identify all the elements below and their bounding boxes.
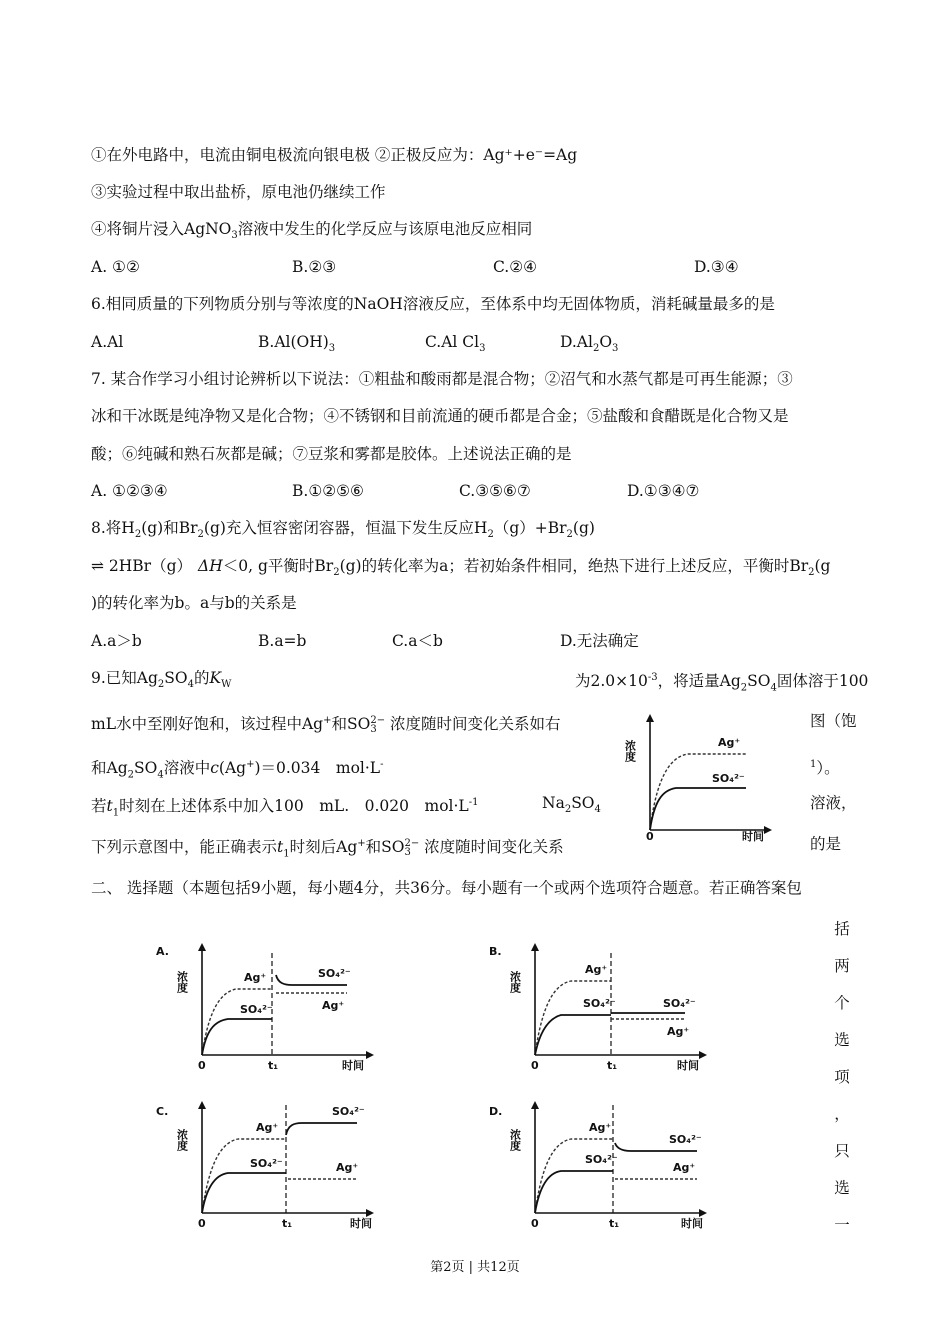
t1-label: t₁ [607,1059,618,1072]
q5-option-c: C.②④ [493,258,538,276]
q8-stem-line1: 8.将$H_2(g)$和$Br_2(g)$充入恒容密闭容器，恒温下发生反应$H_2(g)+Br_2(g)$ [91,519,595,541]
vertical-char-7: 只 [834,1142,850,1160]
y-arrow-icon [531,943,539,951]
q5-option-d: D.③④ [694,258,739,276]
q6-option-a: A.Al [91,333,124,351]
q9-reference-graph [623,712,776,843]
q9-line1-left: 9.已知$Ag_2SO_4$的$K_W$ [91,669,232,691]
t1-label: t₁ [268,1059,279,1072]
ag-label: Ag⁺ [589,1121,612,1134]
graph-option-a [152,935,382,1075]
origin-label: 0 [531,1217,539,1230]
x-axis-label: 时间 [742,830,764,843]
y-arrow-icon [198,1101,206,1109]
q9-line5-left: 下列示意图中，能正确表示$t_1$时刻后Ag+和SO2− 3 浓度随时间变化关系 [91,838,564,860]
ag-label: Ag⁺ [718,736,741,749]
y-axis-label: 浓度 [175,971,189,993]
q8-stem-line2: ⇌ 2HBr（g） ΔH＜0, g平衡时$Br_2(g)$的转化率为a；若初始条件相同，绝热下进行上述反应，平衡时$Br_2(g$ [91,557,831,579]
q7-option-d: D.①③④⑦ [627,482,700,500]
x-arrow-icon [366,1051,374,1059]
q8-stem-line3: )的转化率为b。a与b的关系是 [91,594,297,612]
graph-option-c [152,1093,382,1233]
q8-option-c: C.a＜b [392,632,443,650]
ag-label: Ag⁺ [256,1121,279,1134]
so4-label: SO₄²⁻ [712,772,745,785]
so4-label-after: SO₄²⁻ [669,1133,702,1146]
so4-label-after: SO₄²⁻ [663,997,696,1010]
q6-option-d: $D.Al_2O_3$ [560,333,619,355]
q9-line2-left: mL水中至刚好饱和，该过程中Ag+和SO2− 3 浓度随时间变化关系如右 [91,715,561,736]
x-axis-label: 时间 [342,1059,364,1072]
vertical-char-9: 一 [834,1216,850,1234]
ag-label-after: Ag⁺ [322,999,345,1012]
q9-line5-right: 的是 [810,835,842,853]
q8-option-a: A.a＞b [91,632,142,650]
section2-heading: 二、 选择题（本题包括9小题，每小题4分，共36分。每小题有一个或两个选项符合题意。若正确答案包 [91,879,802,897]
option-letter: A. [156,945,169,958]
q7-stem-line2: 冰和干冰既是纯净物又是化合物；④不锈钢和目前流通的硬币都是合金；⑤盐酸和食醋既是化合物又是 [91,407,789,425]
y-axis-label: 浓度 [508,1129,522,1151]
q5-option-b: B.②③ [292,258,337,276]
q7-stem-line1: 7. 某合作学习小组讨论辨析以下说法：①粗盐和酸雨都是混合物；②沼气和水蒸气都是可再生能源；③ [91,370,793,388]
vertical-char-5: 项 [834,1068,850,1086]
ag-label-after: Ag⁺ [673,1161,696,1174]
x-arrow-icon [699,1051,707,1059]
ag-label: Ag⁺ [585,963,608,976]
option-letter: D. [489,1105,503,1118]
q7-stem-line3: 酸；⑥纯碱和熟石灰都是碱；⑦豆浆和雾都是胶体。上述说法正确的是 [91,445,572,463]
q5-statement-1-2: ①在外电路中，电流由铜电极流向银电极 ②正极反应为：Ag⁺+e⁻=Ag [91,146,578,164]
q5-statement-4: ④将铜片浸入AgNO$_3$溶液中发生的化学反应与该原电池反应相同 [91,220,533,242]
vertical-char-1: 括 [834,920,850,938]
q8-option-b: B.a=b [258,632,307,650]
q8-option-d: D.无法确定 [560,632,639,650]
y-arrow-icon [531,1101,539,1109]
option-letter: B. [489,945,502,958]
q9-line4-right: 溶液， [810,794,857,812]
vertical-char-6: ， [834,1105,850,1123]
t1-label: t₁ [609,1217,620,1230]
q6-option-b: $B.Al(OH)_3$ [258,333,336,355]
x-arrow-icon [764,826,772,834]
graph-option-b [485,935,715,1075]
so4-label: SO₄²⁻ [583,997,616,1010]
graph-option-d [485,1093,715,1233]
q6-option-c: C.Al $Cl_3$ [425,333,486,355]
q7-option-b: B.①②⑤⑥ [292,482,364,500]
origin-label: 0 [531,1059,539,1072]
ag-label: Ag⁺ [244,971,267,984]
vertical-char-4: 选 [834,1031,850,1049]
vertical-char-2: 两 [834,957,850,975]
origin-label: 0 [646,830,654,843]
so4-label: SO₄²⁻ [240,1003,273,1016]
q9-line3-left: 和$Ag_2SO_4$溶液中c(Ag+)＝0.034 mol·L- [91,759,384,781]
t1-label: t₁ [282,1217,293,1230]
q9-line3-right: $^1$）。 [810,759,840,778]
ag-label-after: Ag⁺ [667,1025,690,1038]
q9-line4-mid: $Na_2SO_4$ [542,794,601,816]
q7-option-a: A. ①②③④ [91,482,168,500]
x-arrow-icon [699,1209,707,1217]
so4-label: SO₄²⁻ [250,1157,283,1170]
x-axis-label: 时间 [677,1059,699,1072]
x-axis-label: 时间 [350,1217,372,1230]
y-axis-label: 浓度 [623,740,637,762]
ag-label-after: Ag⁺ [336,1161,359,1174]
x-axis-label: 时间 [681,1217,703,1230]
q9-line2-right: 图（饱 [810,712,857,730]
y-arrow-icon [646,714,654,722]
so4-label-after: SO₄²⁻ [332,1105,365,1118]
q7-option-c: C.③⑤⑥⑦ [459,482,531,500]
option-letter: C. [156,1105,169,1118]
y-arrow-icon [198,943,206,951]
vertical-char-8: 选 [834,1179,850,1197]
q9-line4-left: 若$t_1$时刻在上述体系中加入100 mL. 0.020 $mol\cdot L^{-1}$ [91,797,479,819]
origin-label: 0 [198,1059,206,1072]
q5-statement-3: ③实验过程中取出盐桥，原电池仍继续工作 [91,183,386,201]
vertical-char-3: 个 [834,994,850,1012]
x-arrow-icon [366,1209,374,1217]
origin-label: 0 [198,1217,206,1230]
so4-label-after: SO₄²⁻ [318,967,351,980]
y-axis-label: 浓度 [508,971,522,993]
so4-label: SO₄²⁻ [585,1153,618,1166]
y-axis-label: 浓度 [175,1129,189,1151]
q6-stem: 6.相同质量的下列物质分别与等浓度的NaOH溶液反应，至体系中均无固体物质，消耗碱量最多的是 [91,295,775,313]
q5-option-a: A. ①② [91,258,140,276]
so4-curve [650,788,746,830]
page-footer: 第2页 | 共12页 [430,1260,520,1275]
q9-line1-right: 为$2.0\times 10^{-3}$，将适量$Ag_2SO_4$固体溶于100 [575,672,869,694]
